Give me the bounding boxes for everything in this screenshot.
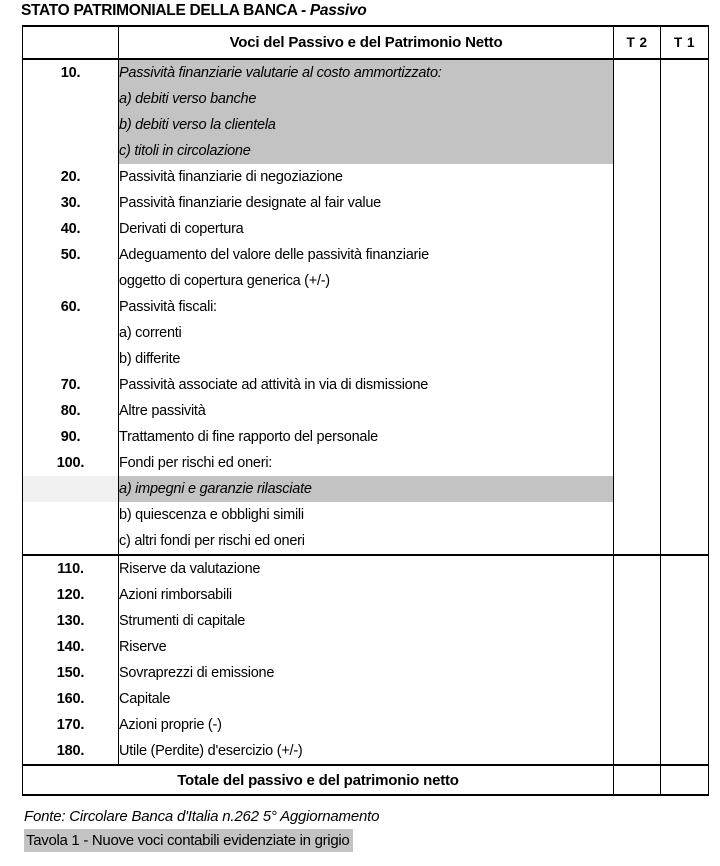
row-value-t2[interactable] [614, 528, 661, 555]
row-value-t2[interactable] [614, 164, 661, 190]
row-description: Sovraprezzi di emissione [119, 660, 614, 686]
row-value-t1[interactable] [661, 268, 709, 294]
row-description: oggetto di copertura generica (+/-) [119, 268, 614, 294]
row-value-t1[interactable] [661, 398, 709, 424]
row-value-t2[interactable] [614, 608, 661, 634]
row-value-t2[interactable] [614, 112, 661, 138]
row-description: c) titoli in circolazione [119, 138, 614, 164]
row-description: Passività fiscali: [119, 294, 614, 320]
table-row [23, 555, 709, 582]
row-value-t2[interactable] [614, 320, 661, 346]
row-code: 70. [23, 372, 119, 398]
row-code [23, 268, 119, 294]
row-value-t2[interactable] [614, 242, 661, 268]
row-code [23, 112, 119, 138]
row-code: 150. [23, 660, 119, 686]
row-value-t1[interactable] [661, 608, 709, 634]
total-row [23, 765, 709, 795]
row-code: 90. [23, 424, 119, 450]
row-description: Altre passività [119, 398, 614, 424]
row-value-t1[interactable] [661, 686, 709, 712]
row-description: Derivati di copertura [119, 216, 614, 242]
row-value-t1[interactable] [661, 320, 709, 346]
row-value-t2[interactable] [614, 346, 661, 372]
footer [24, 806, 714, 852]
row-value-t2[interactable] [614, 216, 661, 242]
row-code: 50. [23, 242, 119, 268]
row-code [23, 528, 119, 555]
row-description: Riserve da valutazione [119, 555, 614, 582]
table-row [23, 112, 709, 138]
row-value-t2[interactable] [614, 190, 661, 216]
table-row [23, 738, 709, 765]
row-value-t1[interactable] [661, 528, 709, 555]
row-description: a) debiti verso banche [119, 86, 614, 112]
row-value-t1[interactable] [661, 138, 709, 164]
row-code [23, 346, 119, 372]
header-cell-code [23, 26, 119, 59]
total-row-t1 [661, 765, 709, 795]
table-row [23, 582, 709, 608]
row-description: Trattamento di fine rapporto del personale [119, 424, 614, 450]
row-value-t2[interactable] [614, 398, 661, 424]
row-value-t2[interactable] [614, 59, 661, 86]
header-cell-description: Voci del Passivo e del Patrimonio Netto [119, 26, 614, 59]
source-line: Fonte: Circolare Banca d'Italia n.262 5° Aggiornamento [24, 808, 380, 825]
row-description: Capitale [119, 686, 614, 712]
row-code: 110. [23, 555, 119, 582]
table-row [23, 164, 709, 190]
row-description: b) debiti verso la clientela [119, 112, 614, 138]
table-row [23, 634, 709, 660]
table-row [23, 398, 709, 424]
row-value-t2[interactable] [614, 738, 661, 765]
row-value-t2[interactable] [614, 372, 661, 398]
table-row [23, 294, 709, 320]
table-row [23, 372, 709, 398]
table-row [23, 450, 709, 476]
row-value-t1[interactable] [661, 59, 709, 86]
table-note: Tavola 1 - Nuove voci contabili evidenziate in grigio [24, 829, 353, 852]
row-value-t1[interactable] [661, 712, 709, 738]
row-value-t2[interactable] [614, 268, 661, 294]
row-description: Strumenti di capitale [119, 608, 614, 634]
table-row [23, 242, 709, 268]
row-code: 60. [23, 294, 119, 320]
table-row [23, 138, 709, 164]
table-body [23, 26, 709, 795]
row-value-t1[interactable] [661, 86, 709, 112]
row-code: 180. [23, 738, 119, 765]
row-code [23, 502, 119, 528]
row-value-t1[interactable] [661, 738, 709, 765]
table-row [23, 86, 709, 112]
table-row [23, 190, 709, 216]
row-value-t1[interactable] [661, 634, 709, 660]
row-code: 20. [23, 164, 119, 190]
row-value-t2[interactable] [614, 502, 661, 528]
row-description: Passività associate ad attività in via di dismissione [119, 372, 614, 398]
row-code: 30. [23, 190, 119, 216]
row-value-t1[interactable] [661, 660, 709, 686]
table-header-row [23, 26, 709, 59]
row-description: a) impegni e garanzie rilasciate [119, 476, 614, 502]
row-value-t1[interactable] [661, 164, 709, 190]
row-code: 10. [23, 59, 119, 86]
row-description: c) altri fondi per rischi ed oneri [119, 528, 614, 555]
row-description: Passività finanziarie designate al fair value [119, 190, 614, 216]
table-row [23, 59, 709, 86]
row-value-t2[interactable] [614, 424, 661, 450]
row-value-t1[interactable] [661, 216, 709, 242]
row-description: Passività finanziarie valutarie al costo ammortizzato: [119, 59, 614, 86]
row-code: 160. [23, 686, 119, 712]
row-code: 170. [23, 712, 119, 738]
page-title [21, 1, 366, 21]
row-value-t2[interactable] [614, 686, 661, 712]
page-title-main: STATO PATRIMONIALE DELLA BANCA - [21, 2, 310, 19]
row-description: Azioni proprie (-) [119, 712, 614, 738]
table-row [23, 346, 709, 372]
row-value-t1[interactable] [661, 450, 709, 476]
row-code [23, 320, 119, 346]
table-row [23, 608, 709, 634]
row-code: 40. [23, 216, 119, 242]
balance-sheet-liabilities-table [22, 25, 709, 796]
row-value-t1[interactable] [661, 502, 709, 528]
row-value-t2[interactable] [614, 476, 661, 502]
table-row [23, 712, 709, 738]
row-code: 130. [23, 608, 119, 634]
row-description: b) differite [119, 346, 614, 372]
row-code [23, 476, 119, 502]
row-description: Adeguamento del valore delle passività finanziarie [119, 242, 614, 268]
row-value-t2[interactable] [614, 138, 661, 164]
row-code [23, 138, 119, 164]
row-description: Riserve [119, 634, 614, 660]
table-row [23, 502, 709, 528]
total-row-label: Totale del passivo e del patrimonio netto [23, 765, 614, 795]
row-value-t1[interactable] [661, 582, 709, 608]
row-value-t1[interactable] [661, 242, 709, 268]
row-code: 80. [23, 398, 119, 424]
header-cell-t1: T 1 [661, 26, 709, 59]
table-row [23, 320, 709, 346]
row-value-t1[interactable] [661, 372, 709, 398]
row-value-t1[interactable] [661, 294, 709, 320]
table-row [23, 424, 709, 450]
row-value-t2[interactable] [614, 634, 661, 660]
row-description: Utile (Perdite) d'esercizio (+/-) [119, 738, 614, 765]
row-code: 140. [23, 634, 119, 660]
row-code [23, 86, 119, 112]
row-description: Fondi per rischi ed oneri: [119, 450, 614, 476]
header-cell-t2: T 2 [614, 26, 661, 59]
table-row [23, 660, 709, 686]
row-code: 120. [23, 582, 119, 608]
row-value-t1[interactable] [661, 346, 709, 372]
table-row [23, 216, 709, 242]
row-value-t2[interactable] [614, 582, 661, 608]
row-value-t2[interactable] [614, 294, 661, 320]
row-value-t2[interactable] [614, 712, 661, 738]
row-value-t2[interactable] [614, 660, 661, 686]
row-description: b) quiescenza e obblighi simili [119, 502, 614, 528]
table-row [23, 268, 709, 294]
row-value-t1[interactable] [661, 112, 709, 138]
table-row [23, 686, 709, 712]
row-description: a) correnti [119, 320, 614, 346]
row-value-t2[interactable] [614, 86, 661, 112]
row-value-t1[interactable] [661, 190, 709, 216]
table-row [23, 476, 709, 502]
row-value-t1[interactable] [661, 424, 709, 450]
row-description: Passività finanziarie di negoziazione [119, 164, 614, 190]
row-value-t1[interactable] [661, 555, 709, 582]
row-value-t2[interactable] [614, 450, 661, 476]
row-code: 100. [23, 450, 119, 476]
row-description: Azioni rimborsabili [119, 582, 614, 608]
total-row-t2 [614, 765, 661, 795]
table-row [23, 528, 709, 555]
row-value-t1[interactable] [661, 476, 709, 502]
page-title-emphasis: Passivo [309, 2, 367, 19]
row-value-t2[interactable] [614, 555, 661, 582]
